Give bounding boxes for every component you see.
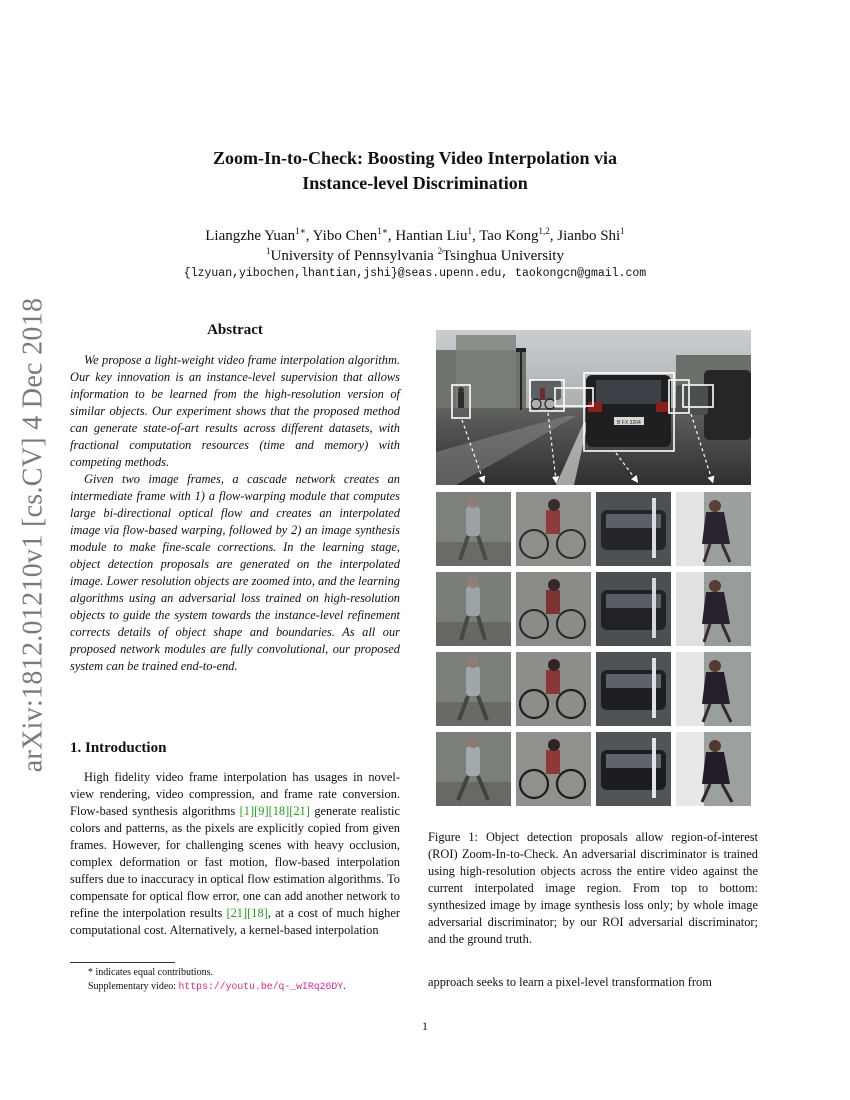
author-name: Tao Kong (479, 228, 539, 244)
affiliation-mark: 1 (266, 246, 271, 256)
author-line (100, 226, 730, 246)
footnote-video (70, 980, 410, 994)
car-crop (596, 572, 671, 646)
footnotes (70, 966, 410, 994)
author-name: Liangzhe Yuan (205, 228, 296, 244)
author-name: Hantian Liu (395, 228, 468, 244)
figure-1 (436, 330, 751, 808)
title-line-2: Instance-level Discrimination (302, 173, 528, 193)
author-separator: , (471, 228, 480, 244)
cyclist-crop (516, 492, 591, 566)
citation-link[interactable]: [18] (268, 804, 290, 818)
abstract-paragraph: Given two image frames, a cascade network creates an intermediate frame with 1) a flow-warping module that computes large bi-directional optical flow and creates an interpolated image via flow-based warping, followed by 2) an image synthesis module to make fine-scale corrections. In the learning stage, object detection proposals are generated on the interpolated image. Lower resolution objects are zoomed into, and the learning algorithms using an adversarial loss trained on high-resolution objects to guide the system towards the instance-level refinement corrects details of object shape and boundaries. As all our proposed network modules are fully convolutional, our proposed system can be trained end-to-end. (70, 472, 400, 673)
author-affil-mark: 1∗ (295, 226, 306, 236)
title-line-1: Zoom-In-to-Check: Boosting Video Interpolation via (212, 148, 617, 168)
whole-image-adversarial-row (436, 572, 751, 646)
citation-link[interactable]: [1] (239, 804, 255, 818)
author-affil-mark: 1,2 (538, 226, 550, 236)
author-block (100, 226, 730, 266)
abstract-paragraph: We propose a light-weight video frame interpolation algorithm. Our key innovation is an instance-level supervision that allows information to be learned from the high-resolution version of similar objects. Our experiment shows that the proposed method can generate state-of-art results across different datasets, with fractional computation resources (time and memory) with competing methods. (70, 353, 400, 469)
cyclist-crop (516, 652, 591, 726)
pedestrian-dress-crop (676, 572, 751, 646)
author-separator: , (305, 228, 313, 244)
section-heading-introduction: 1. Introduction (70, 740, 167, 756)
arxiv-stamp (8, 290, 58, 780)
author-name: Yibo Chen (312, 228, 378, 244)
introduction-body (70, 769, 400, 939)
author-affil-mark: 1 (467, 226, 472, 236)
intro-text: generate realistic colors and patterns, as the pixels are explicitly copied from given frames. However, for challenging scenes with heavy occlusion, complex deformation or fast motion, flow-based interpolation suffers due to inaccuracy in optical flow estimation algorithms. To compensate for optical flow error, one can add another network to refine the interpolation results (70, 804, 401, 920)
ground-truth-row (436, 732, 751, 806)
footnote-equal-contribution: * indicates equal contributions. (88, 967, 213, 978)
license-plate-text: B FX 3204 (617, 420, 641, 426)
affiliation-name: Tsinghua University (442, 248, 564, 264)
figure-1-caption: Figure 1: Object detection proposals allow region-of-interest (ROI) Zoom-In-to-Check. An adversarial discriminator is trained using high-resolution objects across the entire video against the current interpolated image region. From top to bottom: synthesized image by image synthesis loss only; by whole image adversarial discriminator; by our ROI adversarial discriminator; and the ground truth. (428, 830, 758, 946)
intro-text: , at a cost of much higher computational cost. Alternatively, a kernel-based interpolation (70, 906, 400, 937)
arxiv-stamp-text: arXiv:1812.01210v1 [cs.CV] 4 Dec 2018 (17, 297, 49, 773)
abstract-heading: Abstract (207, 322, 263, 338)
affiliation-line (100, 246, 730, 266)
intro-paragraph (70, 769, 400, 939)
car-crop (596, 732, 671, 806)
supplementary-video-link[interactable]: https://youtu.be/q-_wIRq26DY (178, 981, 344, 992)
pedestrian-crop (436, 652, 511, 726)
cyclist-crop (516, 572, 591, 646)
crop-grid (436, 492, 751, 806)
footnote-period: . (343, 981, 346, 992)
pedestrian-crop (436, 492, 511, 566)
affiliation-mark: 2 (437, 246, 443, 256)
affiliation-name: University of Pennsylvania (270, 248, 438, 264)
intro-text: High fidelity video frame interpolation has usages in novel-view rendering, video compression, and frame rate conversion. Flow-based synthesis algorithms (70, 770, 400, 818)
pedestrian-dress-crop (676, 492, 751, 566)
footnote-rule (70, 962, 175, 963)
paper-title (100, 146, 730, 196)
citation-link[interactable]: [21] (226, 906, 248, 920)
citation-link[interactable]: [18] (247, 906, 268, 920)
cyclist-crop (516, 732, 591, 806)
abstract-body (70, 352, 400, 675)
author-name: Jianbo Shi (557, 228, 621, 244)
right-column-continuation: approach seeks to learn a pixel-level transformation from (428, 975, 712, 989)
street-scene-image (436, 330, 751, 485)
citation-link[interactable]: [21] (289, 804, 310, 818)
car-crop (596, 652, 671, 726)
pedestrian-crop (436, 572, 511, 646)
page-number: 1 (422, 1019, 428, 1033)
figure-1-graphic (436, 330, 751, 808)
author-affil-mark: 1 (620, 226, 625, 236)
synthesis-loss-row (436, 492, 751, 566)
pedestrian-crop (436, 732, 511, 806)
author-separator: , (549, 228, 558, 244)
citation-link[interactable]: [9] (254, 804, 269, 818)
car-crop (596, 492, 671, 566)
author-affil-mark: 1∗ (377, 226, 388, 236)
pedestrian-dress-crop (676, 652, 751, 726)
author-separator: , (387, 228, 396, 244)
footnote-video-label: Supplementary video: (88, 981, 179, 992)
roi-adversarial-row (436, 652, 751, 726)
pedestrian-dress-crop (676, 732, 751, 806)
author-emails: {lzyuan,yibochen,lhantian,jshi}@seas.upenn.edu, taokongcn@gmail.com (183, 267, 647, 280)
